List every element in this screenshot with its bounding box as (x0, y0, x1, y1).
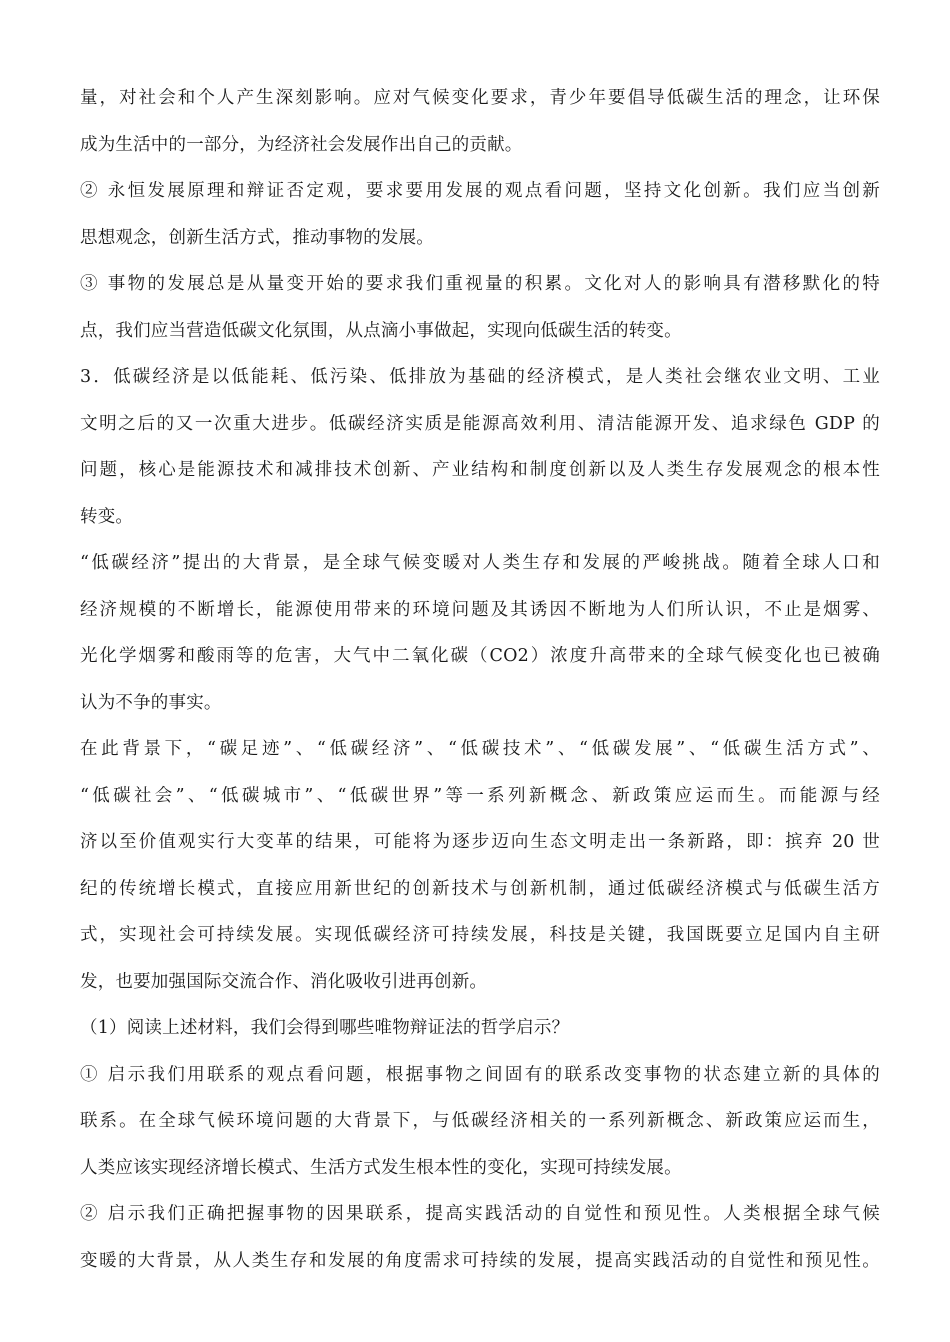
question-line: （1）阅读上述材料，我们会得到哪些唯物辩证法的哲学启示？ (80, 1018, 570, 1038)
paragraph-line: 转变。 (80, 506, 134, 527)
document-body (80, 75, 880, 1284)
paragraph-line: ③ 事物的发展总是从量变开始的要求我们重视量的积累。文化对人的影响具有潜移默化的特 (80, 274, 880, 294)
paragraph-line: 变暖的大背景，从人类生存和发展的角度需求可持续的发展，提高实践活动的自觉性和预见性。 (80, 1250, 880, 1271)
paragraph-line: 经济规模的不断增长，能源使用带来的环境问题及其诱因不断地为人们所认识，不止是烟雾、 (80, 599, 880, 620)
paragraph-line: ② 永恒发展原理和辩证否定观，要求要用发展的观点看问题，坚持文化创新。我们应当创新 (80, 181, 880, 201)
paragraph-line: 在此背景下，“碳足迹”、“低碳经济”、“低碳技术”、“低碳发展”、“低碳生活方式”、 (80, 739, 880, 759)
paragraph-line: 量，对社会和个人产生深刻影响。应对气候变化要求，青少年要倡导低碳生活的理念，让环保 (80, 88, 880, 108)
paragraph-line: 成为生活中的一部分，为经济社会发展作出自己的贡献。 (80, 134, 523, 155)
paragraph-line: 发，也要加强国际交流合作、消化吸收引进再创新。 (80, 971, 488, 992)
paragraph-line: 纪的传统增长模式，直接应用新世纪的创新技术与创新机制，通过低碳经济模式与低碳生活方 (80, 878, 880, 899)
paragraph-line: “低碳经济”提出的大背景，是全球气候变暖对人类生存和发展的严峻挑战。随着全球人口和 (80, 553, 880, 573)
paragraph-line: 联系。在全球气候环境问题的大背景下，与低碳经济相关的一系列新概念、新政策应运而生， (80, 1111, 880, 1131)
paragraph-line: 式，实现社会可持续发展。实现低碳经济可持续发展，科技是关键，我国既要立足国内自主研 (80, 925, 880, 945)
paragraph-line: “低碳社会”、“低碳城市”、“低碳世界”等一系列新概念、新政策应运而生。而能源与经 (80, 785, 880, 806)
paragraph-line: 人类应该实现经济增长模式、生活方式发生根本性的变化，实现可持续发展。 (80, 1157, 682, 1178)
paragraph-line: 文明之后的又一次重大进步。低碳经济实质是能源高效利用、清洁能源开发、追求绿色 GDP 的 (80, 413, 880, 434)
paragraph-line: 点，我们应当营造低碳文化氛围，从点滴小事做起，实现向低碳生活的转变。 (80, 320, 682, 341)
paragraph-line: 认为不争的事实。 (80, 692, 222, 713)
paragraph-line: 问题，核心是能源技术和减排技术创新、产业结构和制度创新以及人类生存发展观念的根本性 (80, 460, 880, 480)
paragraph-line: 济以至价值观实行大变革的结果，可能将为逐步迈向生态文明走出一条新路，即：摈弃 20 世 (80, 832, 880, 852)
paragraph-line: 3．低碳经济是以低能耗、低污染、低排放为基础的经济模式，是人类社会继农业文明、工业 (80, 367, 880, 387)
paragraph-line: ① 启示我们用联系的观点看问题，根据事物之间固有的联系改变事物的状态建立新的具体的 (80, 1064, 880, 1085)
paragraph-line: 光化学烟雾和酸雨等的危害，大气中二氧化碳（CO2）浓度升高带来的全球气候变化也已被确 (80, 646, 880, 666)
paragraph-line: ② 启示我们正确把握事物的因果联系，提高实践活动的自觉性和预见性。人类根据全球气候 (80, 1204, 880, 1224)
paragraph-line: 思想观念，创新生活方式，推动事物的发展。 (80, 227, 434, 248)
